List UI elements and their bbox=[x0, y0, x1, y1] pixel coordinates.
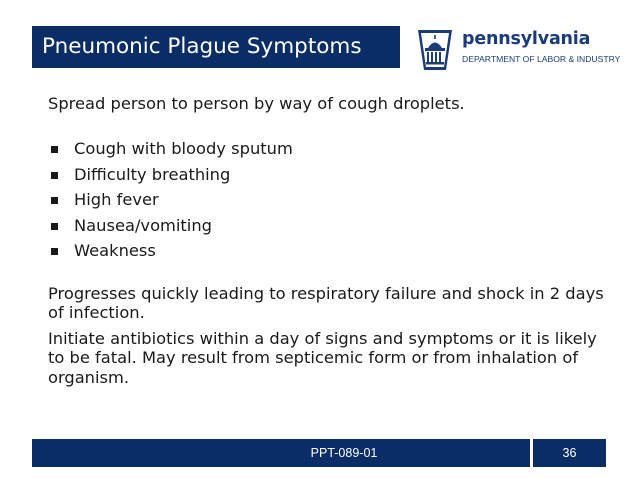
keystone-capitol-icon bbox=[412, 26, 458, 72]
square-bullet-icon bbox=[51, 146, 58, 153]
list-item-text: Difficulty breathing bbox=[74, 164, 231, 184]
logo-department: DEPARTMENT OF LABOR & INDUSTRY bbox=[462, 54, 621, 64]
square-bullet-icon bbox=[51, 172, 58, 179]
square-bullet-icon bbox=[51, 223, 58, 230]
list-item bbox=[48, 138, 608, 164]
list-item bbox=[48, 215, 608, 241]
square-bullet-icon bbox=[51, 248, 58, 255]
slide-body bbox=[48, 94, 608, 387]
symptom-list bbox=[48, 138, 608, 266]
page-number: 36 bbox=[562, 446, 577, 460]
progression-paragraph: Progresses quickly leading to respiratory failure and shock in 2 days of infection. bbox=[48, 283, 604, 322]
slide-title-bar bbox=[32, 26, 400, 68]
list-item-text: Cough with bloody sputum bbox=[74, 139, 293, 158]
pennsylvania-logo bbox=[412, 26, 621, 72]
list-item-text: Nausea/vomiting bbox=[74, 215, 212, 235]
intro-text: Spread person to person by way of cough droplets. bbox=[48, 94, 465, 113]
treatment-paragraph: Initiate antibiotics within a day of signs and symptoms or it is likely to be fatal. May result from septicemic form or from inhalation of organism. bbox=[48, 328, 597, 387]
slide-footer bbox=[32, 439, 606, 467]
list-item bbox=[48, 164, 608, 190]
square-bullet-icon bbox=[51, 197, 58, 204]
list-item-text: Weakness bbox=[74, 241, 156, 260]
list-item bbox=[48, 240, 608, 266]
logo-wordmark: pennsylvania bbox=[462, 29, 591, 49]
slide-title: Pneumonic Plague Symptoms bbox=[42, 34, 362, 59]
footer-code: PPT-089-01 bbox=[310, 446, 378, 460]
list-item bbox=[48, 189, 608, 215]
list-item-text: High fever bbox=[74, 190, 159, 209]
